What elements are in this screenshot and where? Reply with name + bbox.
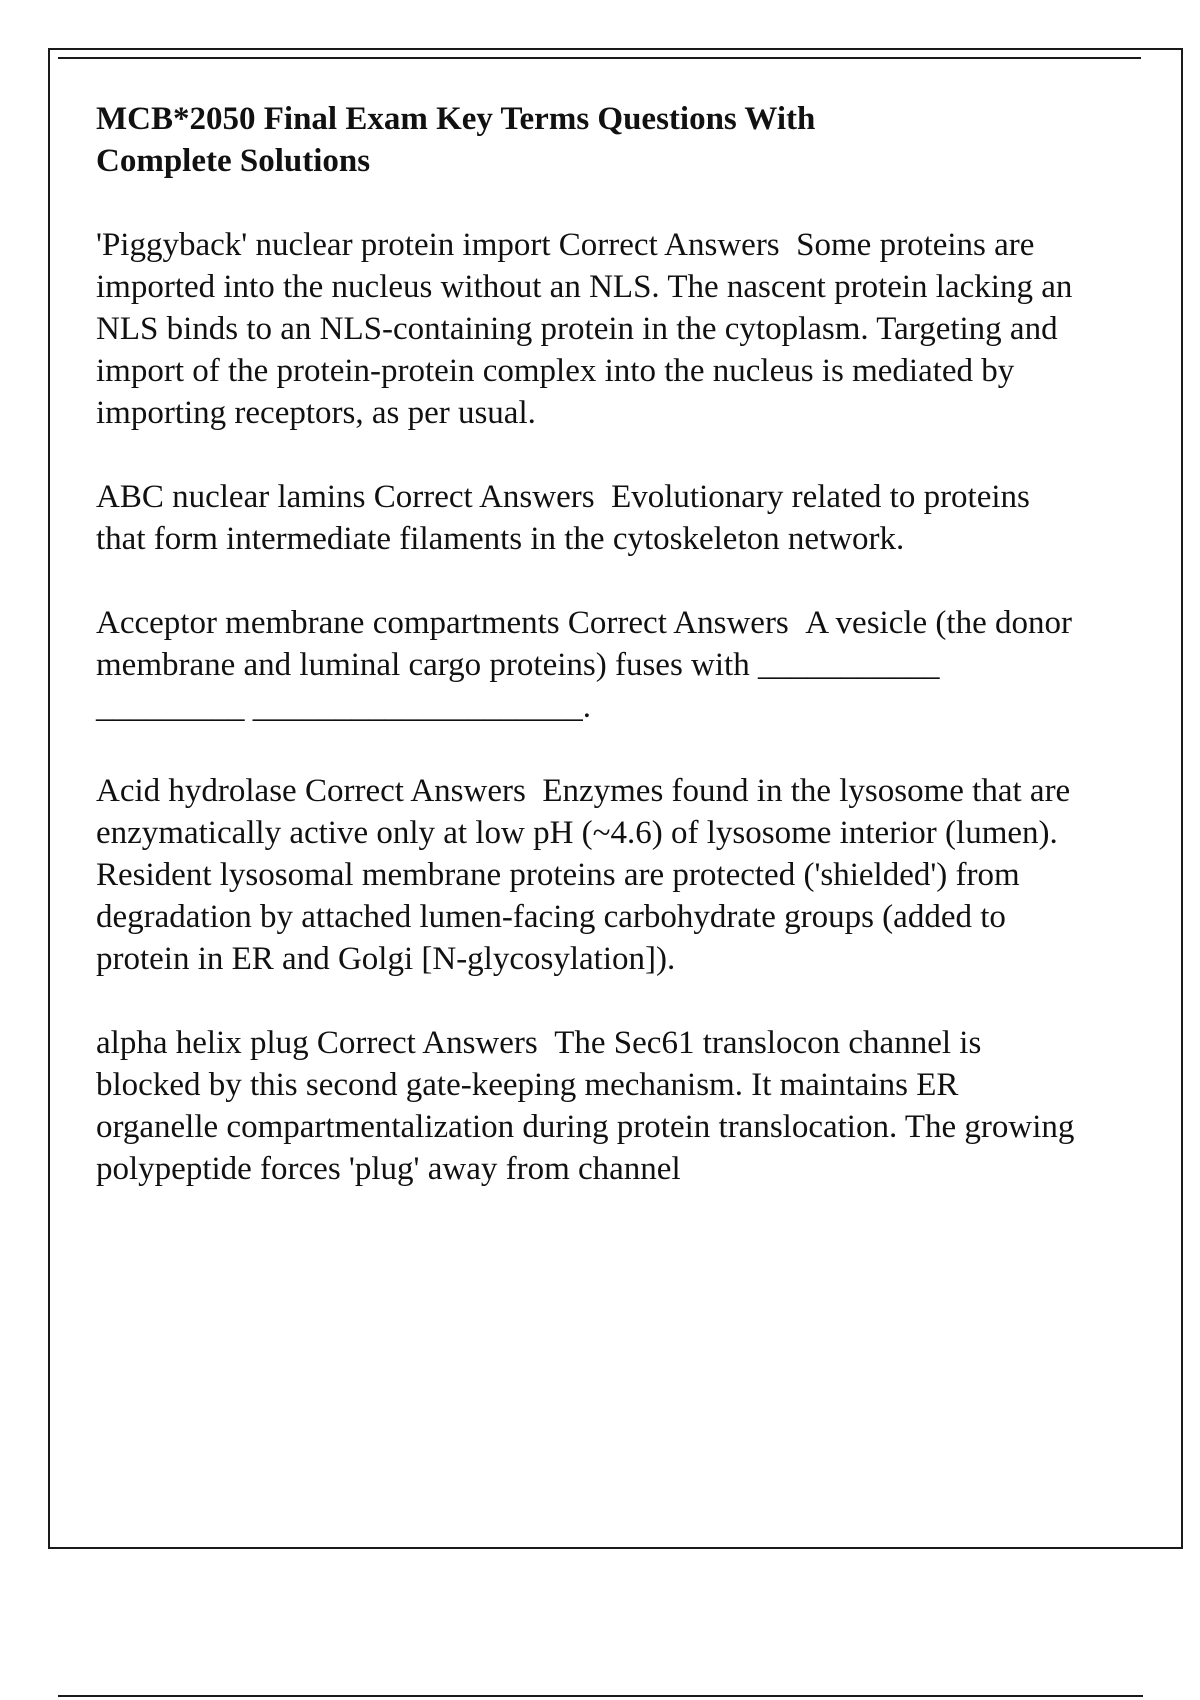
answer-label: Correct Answers	[558, 227, 780, 263]
entry-piggyback	[96, 224, 1086, 434]
entry-definition: Some proteins are imported into the nucleus without an NLS. The nascent protein lacking an NLS binds to an NLS-containing protein in the cytoplasm. Targeting and import of the protein-protein complex into the nucleus is mediated by importing receptors, as per usual.	[96, 227, 1073, 431]
entry-definition: Enzymes found in the lysosome that are enzymatically active only at low pH (~4.6) of lysosome interior (lumen). Resident lysosomal membrane proteins are protected ('shielded') from degradation by attached lumen-facing carbohydrate groups (added to protein in ER and Golgi [N-glycosylation]).	[96, 773, 1071, 977]
entry-acceptor-membrane	[96, 602, 1086, 728]
entry-acid-hydrolase	[96, 770, 1086, 980]
bottom-rule	[58, 1695, 1143, 1697]
entry-term: Acid hydrolase	[96, 773, 297, 809]
top-rule	[58, 57, 1141, 59]
answer-label: Correct Answers	[373, 479, 595, 515]
entry-alpha-helix-plug	[96, 1022, 1086, 1190]
document-content	[96, 98, 1086, 1232]
entry-abc-lamins	[96, 476, 1086, 560]
entry-term: ABC nuclear lamins	[96, 479, 366, 515]
document-title: MCB*2050 Final Exam Key Terms Questions With Complete Solutions	[96, 101, 816, 179]
entry-term: Acceptor membrane compartments	[96, 605, 560, 641]
answer-label: Correct Answers	[567, 605, 789, 641]
answer-label: Correct Answers	[304, 773, 526, 809]
entry-term: 'Piggyback' nuclear protein import	[96, 227, 551, 263]
entry-term: alpha helix plug	[96, 1025, 309, 1061]
entry-definition: The Sec61 translocon channel is blocked by this second gate-keeping mechanism. It maintains ER organelle compartmentalization during protein translocation. The growing polypeptide forces 'plug' away from channel	[96, 1025, 1075, 1187]
answer-label: Correct Answers	[316, 1025, 538, 1061]
entry-definition: Evolutionary related to proteins that form intermediate filaments in the cytoskeleton network.	[96, 479, 1030, 557]
entry-definition: A vesicle (the donor membrane and luminal cargo proteins) fuses with ___________ _________ ____________________.	[96, 605, 1072, 725]
